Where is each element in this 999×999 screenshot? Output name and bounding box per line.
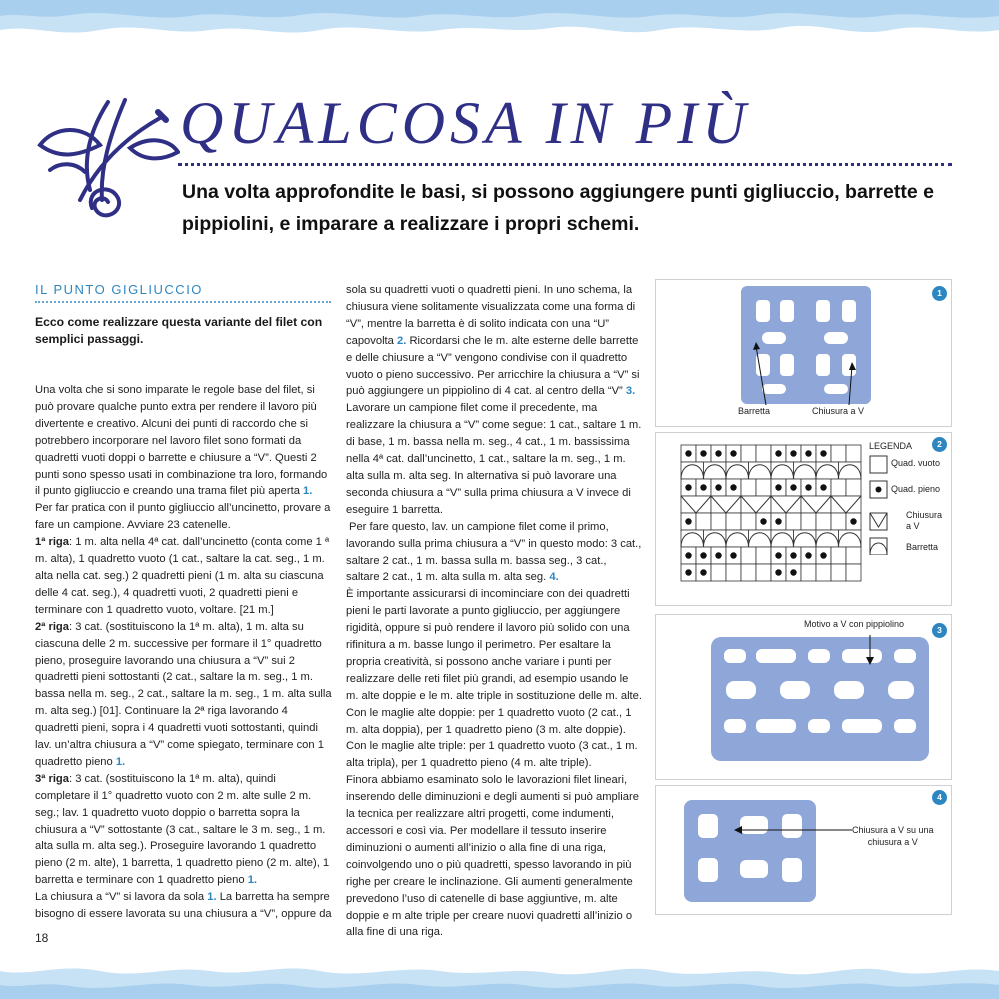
- row-instruction: [35, 771, 333, 889]
- figure-ref: 1.: [303, 485, 313, 498]
- paragraph-text: La barretta ha sempre bisogno di essere lavorata su una chiusura a “V”, oppure da: [35, 891, 332, 921]
- chart-cell: [831, 547, 846, 564]
- chart-cell: [831, 496, 861, 513]
- chart-cell: [831, 513, 846, 530]
- figure-number-badge: 4: [932, 790, 947, 805]
- figure-label-line: Chiusura a V su una: [852, 825, 934, 835]
- paragraph-text: sola su quadretti vuoti o quadretti pieni. In uno schema, la chiusura viene solitamente visualizzata come una forma di “V”, mentre la barretta è di solito indicata con una “U” capovolta: [346, 284, 636, 347]
- chart-cell: [741, 445, 756, 462]
- filled-square-dot: [790, 450, 796, 456]
- page-subtitle: Una volta approfondite le basi, si possono aggiungere punti gigliuccio, barrette e pippiolini, e imparare a realizzare i propri schemi.: [182, 181, 934, 235]
- paragraph: [346, 519, 643, 587]
- chart-cell: [831, 445, 846, 462]
- bottom-wave-band: [0, 949, 999, 999]
- chart-cell: [711, 496, 741, 513]
- chart-cell: [846, 547, 861, 564]
- paragraph: Con le maglie alte doppie: per 1 quadretto vuoto (2 cat., 1 m. alta doppia), per 1 quadretto pieno (3 m. alte doppie). Con le maglie alte triple: per 1 quadretto vuoto (3 cat., 1 m. alta tripla), per 1 quadretto pieno (4 m. alte triple).: [346, 706, 638, 770]
- paragraph: Per far pratica con il punto gigliuccio all’uncinetto, provare a fare un campione. Avviare 23 catenelle.: [35, 502, 331, 532]
- filled-square-dot: [790, 484, 796, 490]
- figure-number-badge: 1: [932, 286, 947, 301]
- filled-square-dot: [805, 450, 811, 456]
- section-divider: [35, 301, 331, 303]
- crochet-swatch-image: [656, 615, 951, 779]
- paragraph: Finora abbiamo esaminato solo le lavorazioni filet lineari, inserendo delle diminuzioni e degli aumenti si può ampliare la tecnica per realizzare altri progetti, come indumenti, accessori e così via. Per modellare il tessuto inserire diminuzioni o aumenti all’inizio o alla fine di una riga, coinvolgendo uno o più quadretti, spesso lavorando in più righe per creare le inclinazione. Gli aumenti generalmente prevedono l’uso di catenelle di base aggiuntive, m. alte doppie e m alte triple per creare nuovi quadretti all’inizio o alla fine di una riga.: [346, 774, 639, 939]
- filled-square-dot: [790, 569, 796, 575]
- chart-cell: [831, 564, 846, 581]
- filled-square-dot: [700, 450, 706, 456]
- filled-square-dot: [715, 484, 721, 490]
- filled-square-dot: [685, 450, 691, 456]
- filled-square-dot: [790, 552, 796, 558]
- filled-square-dot: [685, 569, 691, 575]
- chart-cell: [801, 513, 816, 530]
- chart-cell: [786, 513, 801, 530]
- legend-title: LEGENDA: [869, 441, 913, 451]
- paragraph-text: Per fare questo, lav. un campione filet come il primo, lavorando sulla prima chiusura a “V” in questo modo: 3 cat., saltare 2 cat., 1 m. bassa sulla m. bassa seg., 3 cat., saltare 2 cat., 1 m. alta sulla m. alta seg.: [346, 520, 642, 584]
- figure-3: [655, 614, 952, 780]
- chart-cell: [696, 513, 711, 530]
- chart-cell: [756, 445, 771, 462]
- filled-square-dot: [685, 552, 691, 558]
- filled-square-dot: [685, 518, 691, 524]
- figure-ref: 1.: [115, 755, 126, 768]
- figure-ref: 1.: [247, 874, 258, 887]
- paragraph-text: Ricordarsi che le m. alte esterne delle barrette e delle chiusure a “V” vengono condivise con il quadretto vuoto o pieno successivo. Per arricchire la chiusura a “V” si può aggiungere un pippiolino di 4 cat. al centro della “V”: [346, 334, 640, 398]
- top-wave-band: [0, 0, 999, 60]
- chart-cell: [801, 564, 816, 581]
- chart-cell: [816, 513, 831, 530]
- chart-cell: [816, 564, 831, 581]
- filled-square-dot: [760, 518, 766, 524]
- filled-square-dot: [715, 450, 721, 456]
- legend-item: Quad. pieno: [891, 484, 941, 494]
- row-label: 2ª riga: [35, 620, 69, 633]
- filled-square-dot: [730, 484, 736, 490]
- crochet-swatch-image: [656, 786, 951, 914]
- chart-cell: [741, 547, 756, 564]
- legend-item: Quad. vuoto: [891, 458, 941, 468]
- chart-cell: [726, 564, 741, 581]
- filled-square-dot: [820, 450, 826, 456]
- filled-square-dot: [730, 450, 736, 456]
- section-intro: Ecco come realizzare questa variante del filet con semplici passaggi.: [35, 315, 323, 346]
- text-column-1: [35, 382, 333, 923]
- chart-cell: [771, 496, 801, 513]
- filled-square-dot: [715, 552, 721, 558]
- figure-1: [655, 279, 952, 427]
- figure-label: Motivo a V con pippiolino: [804, 619, 905, 629]
- chart-cell: [711, 513, 726, 530]
- row-text: : 3 cat. (sostituiscono la 1ª m. alta), quindi completare il 1° quadretto vuoto con 2 m. alte sulle 2 m. seg.; lav. 1 quadretto vuoto doppio o barretta sopra la chiusura a “V” sottostante (3 cat., saltare le 3 m. seg., 1 m. alta sulla m. alta seg.). Proseguire lavorando 1 quadretto pieno (2 m. alte), 1 barretta, 1 quadretto pieno (2 m. alte), 1 barretta e terminare con 1 quadretto pieno: [35, 772, 330, 887]
- title-divider: [178, 163, 952, 166]
- row-text: : 3 cat. (sostituiscono la 1ª m. alta), 1 m. alta su ciascuna delle 2 m. successive per formare il 1° quadretto pieno, proseguire lavorando una chiusura a “V” sui 2 quadretti pieni sottostanti (2 cat., saltare la m. seg., 1 m. bassa nella m. seg., 2 cat., saltare la m. seg., 1 m. alta sulla m. alta seg.) [01]. Continuare la 2ª riga lavorando 4 quadretti pieni, sopra i 4 quadretti vuoti sottostanti, quindi lav. un’altra chiusura a “V” come spiegato, terminare con 1 quadretto pieno: [35, 620, 332, 768]
- chart-cell: [741, 513, 756, 530]
- filled-square-dot: [775, 484, 781, 490]
- chart-cell: [756, 479, 771, 496]
- chart-cell: [846, 564, 861, 581]
- paragraph-text: Una volta che si sono imparate le regole base del filet, si può provare qualche punto extra per rendere il lavoro più divertente e creativo. Alcuni dei punti di raccordo che si potrebbero incorporare nel lavoro filet sono formati da quadretti vuoti doppi o barrette e chiusure a “V”. Questi 2 punti sono spesso usati in combinazione tra loro, formando il punto gigliuccio e creando una trama filet più aperta: [35, 384, 328, 498]
- row-label: 3ª riga: [35, 772, 69, 785]
- chart-cell: [801, 496, 831, 513]
- figure-label-line: chiusura a V: [867, 837, 918, 847]
- filled-square-dot: [775, 569, 781, 575]
- filled-square-dot: [700, 552, 706, 558]
- filled-square-dot: [700, 484, 706, 490]
- crochet-swatch-image: [656, 280, 951, 426]
- figure-number-badge: 2: [932, 437, 947, 452]
- filled-square-dot: [820, 484, 826, 490]
- paragraph: [35, 889, 333, 923]
- paragraph: Lavorare un campione filet come il precedente, ma realizzare la chiusura a “V” come segue: 1 cat., saltare 1 m. di base, 1 m. bassa nella m. seg., 4 cat., 1 m. bassissima nella 4ª cat. dall’uncinetto, 1 cat., saltare la m. seg., 1 m. alta sulla m. alta seg. In alternativa si può lavorare una seconda chiusura a “V” sulla prima chiusura a V invece di eseguire 1 barretta.: [346, 402, 642, 516]
- figure-ref: 4.: [549, 571, 559, 584]
- filled-square-dot: [700, 569, 706, 575]
- chart-cell: [711, 564, 726, 581]
- figure-label: Chiusura a V: [812, 406, 865, 416]
- figure-ref: 1.: [207, 891, 217, 904]
- paragraph: [346, 282, 643, 400]
- legend-symbols: [869, 455, 889, 555]
- chart-cell: [741, 564, 756, 581]
- filled-square-dot: [805, 484, 811, 490]
- chart-cell: [756, 564, 771, 581]
- figure-label: Barretta: [738, 406, 771, 416]
- filled-square-dot: [685, 484, 691, 490]
- figure-4: [655, 785, 952, 915]
- chart-cell: [741, 496, 771, 513]
- filled-square-dot: [820, 552, 826, 558]
- chart-cell: [831, 479, 846, 496]
- filled-square-dot: [730, 552, 736, 558]
- chart-cell: [756, 547, 771, 564]
- filled-square-dot: [775, 450, 781, 456]
- filled-square-dot: [775, 518, 781, 524]
- page-number: 18: [35, 931, 49, 945]
- paragraph: [35, 382, 333, 500]
- chart-cell: [741, 479, 756, 496]
- filled-square-dot: [805, 552, 811, 558]
- row-text: : 1 m. alta nella 4ª cat. dall’uncinetto (conta come 1 ª m. alta), 1 quadretto vuoto (1 cat., saltare la cat. seg., 1 m. alta nella cat. seg.) 2 quadretti pieni (1 m. alta su ciascuna delle 4 cat. seg.), 4 quadretti vuoti, 2 quadretti pieni e terminare con 1 quadretto vuoto, voltare. [21 m.]: [35, 536, 330, 616]
- figure-label: [852, 824, 934, 848]
- page-title: QUALCOSA IN PIÙ: [180, 90, 751, 156]
- legend-item: Chiusura a V: [906, 510, 943, 531]
- section-title: IL PUNTO GIGLIUCCIO: [35, 282, 203, 297]
- chart-cell: [681, 496, 711, 513]
- filled-square-dot: [850, 518, 856, 524]
- legend-item: Barretta: [906, 542, 939, 552]
- text-column-2: [346, 282, 643, 941]
- paragraph-text: La chiusura a “V” si lavora da sola: [35, 891, 205, 904]
- crochet-hook-logo-icon: [30, 90, 180, 230]
- chart-cell: [846, 445, 861, 462]
- chart-cell: [726, 513, 741, 530]
- row-label: 1ª riga: [35, 536, 69, 549]
- chart-cell: [846, 479, 861, 496]
- row-instruction: [35, 619, 333, 771]
- figure-ref: 3.: [625, 385, 636, 398]
- paragraph: È importante assicurarsi di incominciare con dei quadretti pieni le parti lavorate a punto gigliuccio, per aggiungere rigidità, oppure si può rendere il lavoro più solido con una rifinitura a m. basse lungo il perimetro. Per esaltare la propria creatività, si possono anche variare i punti per realizzare delle reti filet più grandi, ad esempio usando le m. alte doppie e le m. alte triple in sostituzione delle m. alte.: [346, 588, 642, 702]
- figure-ref: 2.: [397, 334, 407, 347]
- filled-square-dot: [775, 552, 781, 558]
- figure-number-badge: 3: [932, 623, 947, 638]
- row-instruction: [35, 534, 333, 619]
